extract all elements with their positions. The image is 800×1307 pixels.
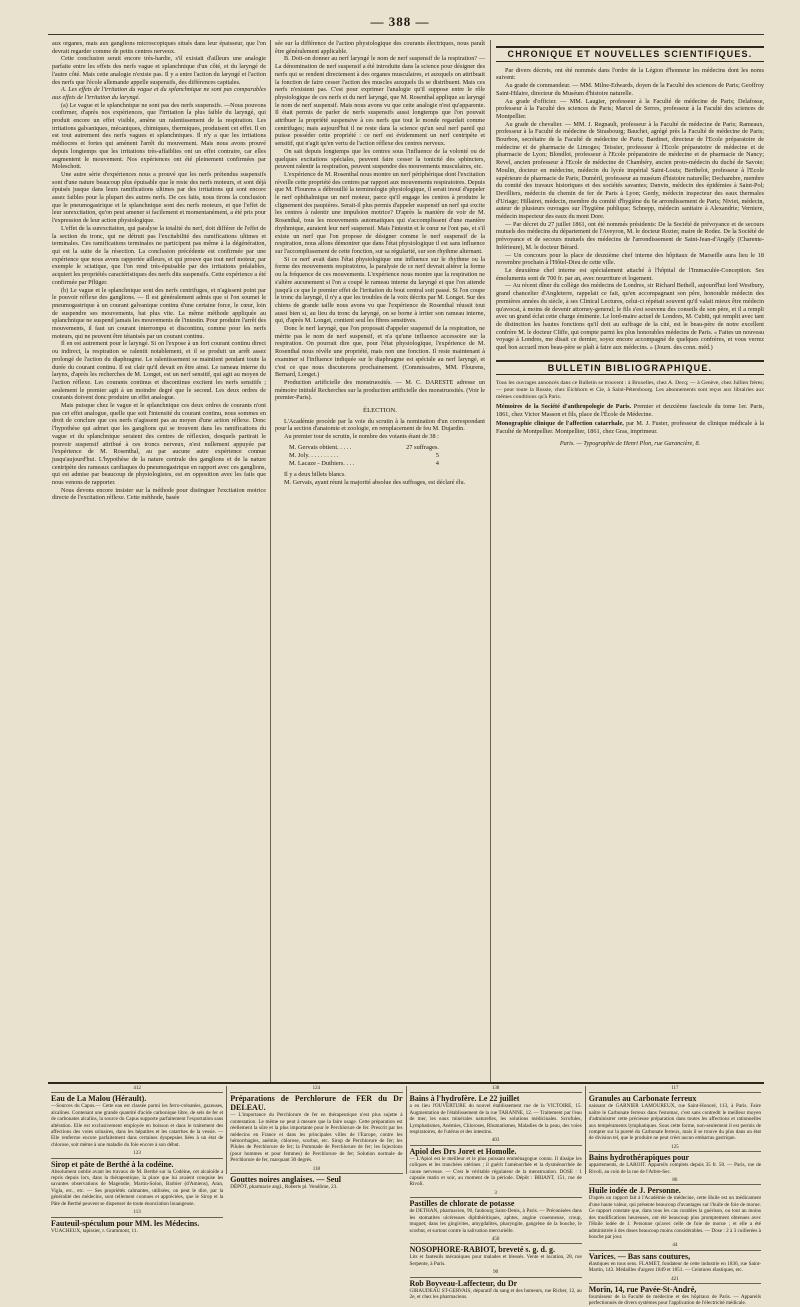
ad-text: VUACHEUX, tapissier, r. Grammont, 11.: [51, 1227, 138, 1234]
ad-number: 3: [410, 1191, 582, 1198]
ad-number: 124: [230, 1086, 402, 1093]
paragraph: — Un concours pour la place de deuxième chef interne des hôpitaux de Marseille aura lieu le 18 novembre prochain à l'Hôtel-Dieu de cette ville.: [496, 251, 764, 267]
paragraph: On sait depuis longtemps que les centres sous l'influence de la volonté ou de quelques excitations spéciales, peuvent faire cesser la tonicité des sphincters, peuvent ralentir la respiration, peuvent suspendre des mouvements musculaires, etc.: [275, 147, 485, 171]
paragraph: — Par décret du 27 juillet 1861, ont été nommés présidents: De la Société de prévoyance et de secours mutuels des médecins du département de l'Aveyron, M. le docteur Rozier, maire de Rodez. De la Société de prévoyance et de secours mutuels des médecins de l'arrondissement de Saint-Jean-d'Angély (Charente-Inférieure), M. le docteur Bérard.: [496, 220, 764, 251]
ad-block: [51, 1219, 223, 1234]
ad-title: Bains à l'hydrofère. Le 22 juillet: [409, 1094, 520, 1104]
ad-text: a eu lieu l'OUVERTURE du nouvel établissement rue de la VICTOIRE, 15. Augmentation de l'établissement de la rue TARANNE, 12. — Traitement par l'eau de mer, les eaux minérales naturelles, les solutions médicinales. Scrofules, Lymphatismes, Anémies, Chloroses, Rhumatismes, Maladies de la peau, des voies respiratoires, de l'utérus et des intestins.: [409, 1103, 582, 1136]
ad-title: Huile iodée de J. Personne.: [588, 1186, 681, 1196]
ad-number: 118: [230, 1167, 402, 1174]
ad-text: GIRAUDEAU ST-GERVAIS, dépuratif du sang et des humeurs, rue Richer, 12, au 2e, et chez les pharmaciens.: [409, 1287, 582, 1300]
ad-title: Eau de La Malou (Hérault).: [51, 1094, 147, 1104]
ad-block: [410, 1094, 582, 1135]
ad-text: Lits et fauteuils mécaniques pour malades et blessés. Vente et location, 28, rue Serpente, à Paris.: [409, 1254, 582, 1267]
ad-block: [589, 1094, 761, 1141]
column-middle: [275, 40, 485, 1082]
ad-number: 403: [410, 1138, 582, 1145]
bibliography-item: [496, 420, 764, 435]
ad-text: Absolument oublié avant les travaux de M. Berthé sur la Codéine, cet alcaloïde a repris depuis lors, dans la thérapeutique, la place que lui avaient conquise les savantes observations de Magendie, Martin-Solon, Barbier (d'Amiens), Aran, Vigla, etc., etc. — Ses propriétés calmantes, utilisées, on peut le dire, par la généralité des médecins, sont tellement connues et appréciées, que le Sirop et la Pâte de Berthé peuvent se dispenser de toute énonciation louangeuse.: [51, 1168, 224, 1207]
ad-block: [230, 1094, 402, 1163]
paragraph: Au grade de chevalier. — MM. J. Regnault, professeur à la Faculté de médecine de Paris; Rameaux, professeur à la Faculté de médecine de Strasbourg; Bauchet, agrégé près la Faculté de médecine de Paris; Bourbon, secrétaire de la Faculté de médecine de Paris; Bardinet, directeur de l'Ecole préparatoire de médecine et de pharmacie de Limoges; Teissier, professeur à l'Ecole préparatoire de médecine et de pharmacie de Lyon; Blondlot, professeur à l'Ecole préparatoire de médecine et de pharmacie de Nancy; Revel, ancien professeur à l'Ecole de médecine de Chambéry, ancien proto-médecin du duché de Savoie; Moulin, docteur en médecine, médecin du lycée impérial Saint-Louis; Berthelot, professeur à l'Ecole supérieure de pharmacie de Paris; Duméril, professeur au muséum d'histoire naturelle; Dechambre, membre du comité des travaux historiques et des sociétés savantes; Danvin, médecin des épidémies à Saint-Pol; Devilliers, médecin du chemin de fer de Paris à Lyon; Gerdy, médecin inspecteur des eaux thermales d'Uriage; Hillairet, médecin, membre du comité d'hygiène du 6e arrondissement de Paris; Niviet, médecin, auteur de plusieurs ouvrages sur l'hygiène publique; Schnepp, médecin sanitaire à Alexandrie; Verniere, médecin inspecteur des eaux du mont Dore.: [496, 120, 764, 221]
paragraph: (b) Le vague et le splanchnique sont des nerfs centrifuges, et n'agissent point par le pouvoir réflexe des ganglions. — Il est généralement admis que si l'on soumet le pneumogastrique à un courant galvanique continu d'une certaine force, le cœur, loin de suspendre ses mouvements, bat plus vite. La même méthode appliquée au splanchnique ne suspend jamais les mouvements de l'intestin. Pour produire l'arrêt des mouvements, il faut un courant interrompu et discontinu, comme pour les nerfs moteurs, qui ne peuvent être tétanisés par un courant continu.: [52, 286, 266, 340]
paragraph: Cette conclusion serait encore très-hardie, s'il existait d'ailleurs une analogie parfaite entre les effets des nerfs vague et splanchnique d'un côté, et du laryngé de l'autre côté. Mais cette analogie n'existe pas. Il y a entre l'action du laryngé et l'action des nerfs que l'école allemande appelle suspensifs, des différences capitales.: [52, 55, 266, 86]
advertisements: [48, 1086, 764, 1307]
bibliography-intro: Tous les ouvrages annoncés dans ce Bulletin se trouvent : à Bruxelles, chez A. Decq; — à Genève, chez Jullien frères; — pour toute la Russie, chez Eichhorn et Cie, à Saint-Pétersbourg. Les abonnements sont reçus aux librairies aux mêmes conditions qu'à Paris.: [496, 380, 764, 401]
ad-title: Fauteuil-spéculum pour MM. les Médecins.: [51, 1218, 200, 1228]
paragraph: B. Doit-on donner au nerf laryngé le nom de nerf suspensif de la respiration? — La dénomination de nerf suspensif a été introduite dans la science pour désigner des nerfs qui se rendent directement à des organes musculaires, et auxquels on attribuait la fonction de faire cesser l'action des muscles auxquels ils se distribuent. Mais ces nerfs n'existent pas. C'est pour exprimer l'analogie qu'il suppose entre le rôle physiologique de ces nerfs et du nerf laryngé, que M. Rosenthal applique au laryngé le nom de nerf suspensif. Mais nous avons vu que cette analogie n'est qu'apparente. Il était permis de parler de nerfs suspensifs aussi longtemps que l'on pouvait attribuer la propriété suspensive à ces nerfs que tout le monde regardait comme centrifuges; mais aujourd'hui il ne reste dans la science qu'un seul nerf pareil qui puisse posséder cette propriété : ce nerf est évidemment un nerf centripète et sensitif, qui n'agit qu'en vertu de l'action réflexe des centres nerveux.: [275, 55, 485, 148]
bibliography-text: par M. J. Fuster, professeur de clinique médicale à la Faculté de Montpellier. Montpellier, 1861, chez Gras, imprimeur.: [496, 420, 765, 435]
paragraph: L'Académie procède par la voie du scrutin à la nomination d'un correspondant pour la section d'anatomie et zoologie, en remplacement de feu M. Dujardin.: [275, 417, 485, 433]
vote-candidate: M. Lacaze - Duthiers. . . .: [289, 459, 355, 467]
paragraph: Nous devons encore insister sur la méthode pour distinguer l'excitation motrice directe de l'excitation réflexe. Cette méthode, basée: [52, 486, 266, 502]
ad-text: élastiques en tous sens. FLAMET, fondateur de cette industrie en 1836, rue Saint-Martin, 143. Médailles d'argent 1849 et 1851. — Ceintures élastiques, etc.: [588, 1260, 761, 1274]
ad-text: —Sources du Capus.— Cette eau est classée parmi les ferro-crénatées, gazeuses, alcalines. Contenant une grande quantité d'acide carbonique libre, de sels de fer et de carbonates alcalins, la source du Capus supporte parfaitement l'exportation sans altération. Elle est exclusivement employée en boisson et dans le traitement des affections des voies urinaires, dans les hépatites et les catarrhes de la vessie. — Elle renferme encore parfaitement dans certaines dyspepsies liées à un état de chlorose, soit même à une maladie du foie encore à son début.: [51, 1103, 224, 1148]
paragraph: Mais puisque chez le vague et le splanchnique ces deux ordres de courants n'ont pas cet effet analogue, quelle que soit l'intensité du courant continu, nous sommes en droit de conclure que ces nerfs n'agissent pas au moyen d'une action réflexe. Donc l'hypothèse qui admet que les ganglions qui se trouvent dans les ramifications du vague et du splanchnique seraient des centres de réflexion, desquels partirait le pouvoir suspensif attribué à ces troncs nerveux, n'est nullement appuyée par l'expérience de M. Rosenthal, au par aucune autre expérience connue jusqu'aujourd'hui. L'hypothèse de la nature centrale des ganglions et de la nature centripète des rameaux cardiaques du pneumogastrique en rapport avec ces ganglions, qui est admise par beaucoup de physiologistes, est en opposition avec les faits que nous venons de rapporter.: [52, 402, 266, 487]
ad-text: DÉPÔT, pharmacie angl., Roberts pl. Vendôme, 23.: [230, 1184, 338, 1191]
ad-number: 117: [589, 1086, 761, 1093]
ad-number: 138: [410, 1086, 582, 1093]
paragraph: aux organes, mais aux ganglions microscopiques situés dans leur épaisseur, que l'on devrait regarder comme de petits centres nerveux.: [52, 40, 266, 55]
paragraph: Par divers décrets, ont été nommés dans l'ordre de la Légion d'honneur les médecins dont les noms suivent:: [496, 66, 764, 82]
ad-number: 113: [51, 1210, 223, 1217]
ad-column: [48, 1086, 227, 1234]
bibliography-title: Monographie clinique de l'affection catarrhale,: [496, 420, 624, 428]
chronicle-header: CHRONIQUE ET NOUVELLES SCIENTIFIQUES.: [496, 46, 764, 62]
bibliography-header: BULLETIN BIBLIOGRAPHIQUE.: [496, 360, 764, 376]
paragraph: Une autre série d'expériences nous a prouvé que les nerfs prétendus suspensifs sont d'une nature beaucoup plus épuisable que le reste des nerfs moteurs, et sont déjà épuisés jusque dans leurs ramifications ultimes par des irritations qui sont encore assez faibles pour la plupart des autres nerfs. De ces faits, nous tirons la conclusion que le pneumogastrique et le splanchnique sont des nerfs moteurs, et que l'effet de leur surexcitation, qu'on peut amener si facilement et momentanément, a été pris pour l'expression de leur action physiologique.: [52, 170, 266, 225]
vote-row: [289, 444, 439, 452]
bibliography-title: Mémoires de la Société d'anthropologie de Paris.: [496, 402, 632, 410]
ad-block: [410, 1279, 582, 1301]
vote-table: [289, 444, 485, 468]
ad-block: [589, 1186, 761, 1240]
paragraph: L'effet de la surexcitation, qui paralyse la totalité du nerf, doit différer de l'effet de la section du tronc, qui ne détruit pas l'excitabilité des ramifications ultimes et terminales. Ces ramifications terminales ne participent pas même à la dégénération, qui est la suite de la résection. La conclusion précédente est confirmée par une expérience que nous avons rapportée ailleurs, et qui prouve que tout nerf moteur, par exemple le sciatique, que l'on rend très-épuisable par des irritations préalables, acquiert les propriétés caractéristiques des nerfs dits suspensifs. Cette expérience a été confirmée par Pflüger.: [52, 224, 266, 286]
column-divider: [270, 40, 271, 1082]
paragraph: Au premier tour de scrutin, le nombre des votants étant de 38 :: [284, 433, 439, 441]
vote-candidate: M. Gervais obtient. . . . .: [289, 443, 352, 451]
paragraph: M. Gervais, ayant réuni la majorité absolue des suffrages, est déclaré élu.: [284, 478, 466, 486]
ad-number: 412: [51, 1086, 223, 1093]
paragraph: Il y a deux billets blancs.: [284, 470, 346, 478]
column-left: [52, 40, 266, 1082]
ad-text: — L'Apiol est le meilleur et le plus puissant emménagogue connu. Il dissipe les coliques et les tranchées utérines ; il guérit l'aménorrhée et la dysménorrhée de cause nerveuse. — C'est le véritable régulateur de la menstruation. DOSE : 1 capsule matin et soir, au moment de la période. Dépôt : BRIANT, 151, rue de Rivoli.: [409, 1155, 582, 1188]
column-divider: [490, 40, 491, 1082]
ad-column: [407, 1086, 586, 1300]
column-right: [496, 40, 764, 1082]
ad-block: [589, 1285, 761, 1307]
ad-title: Sirop et pâte de Berthé à la codéine.: [51, 1159, 174, 1169]
ad-column: [227, 1086, 406, 1191]
ad-block: [410, 1147, 582, 1188]
vote-row: [289, 460, 439, 468]
paragraph: Au grade d'officier. — MM. Laugier, professeur à la Faculté de médecine de Paris; Delafosse, professeur à la Faculté des sciences de Paris; Marcel de Serres, professeur à la Faculté des sciences de Montpellier.: [496, 97, 764, 120]
bibliography-text: Premier et deuxième fascicule du tome 1er. Paris, 1861, chez Victor Masson et fils, place de l'École de Médecine.: [496, 402, 764, 418]
ad-block: [589, 1153, 761, 1175]
ad-title: Gouttes noires anglaises. — Seul: [230, 1175, 341, 1185]
ad-title: Apiol des Drs Joret et Homolle.: [409, 1146, 517, 1156]
vote-count: 5: [435, 451, 439, 459]
ad-title: Morin, 14, rue Pavée-St-André,: [588, 1284, 697, 1294]
ad-text: de DETHAN, pharmacien, 90, faubourg Saint-Denis, à Paris. — Préconisées dans les stomatites ulcéreuses diphthéritiques, aphtes, angine couenneuse, croup, muguet; dans les gingivites, amygdalites, pharyngite, gangrène de la bouche, le scorbut, et surtout contre la salivation mercurielle.: [409, 1208, 582, 1234]
ad-number: 44: [589, 1243, 761, 1250]
paragraph: Si ce nerf avait dans l'état physiologique une influence sur le rhythme ou la forme des mouvements respiratoires, la paralysie de ce nerf devrait altérer la forme ou la fréquence de ces mouvements. L'expérience nous montre que la respiration ne s'altère aucunement si l'on a coupé le rameau interne du laryngé et que l'on attende jusqu'à ce que le premier effet de l'irritation du bout central soit passé. Si l'on coupe le tronc du laryngé, il n'y a que les troubles de la voix décrits par M. Longet. Sur des chiens de grande taille nous avons vu que l'expérience de Rosenthal réussit tout aussi bien si, au lieu du tronc du laryngé, on se borne à irriter son rameau interne, qui, d'après M. Longet, contient seul les fibres sensitives.: [275, 255, 485, 325]
ad-number: 421: [589, 1277, 761, 1284]
vote-row: [289, 452, 439, 460]
ad-block: [230, 1175, 402, 1190]
vote-count: 4: [435, 459, 439, 467]
paragraph: (a) Le vague et le splanchnique ne sont pas des nerfs suspensifs. —Nous pouvons confirmer, d'après nos expériences, que l'irritation la plus faible du laryngé, qui produit encore un effet visible, amène un ralentissement de la respiration. Les irritations galvaniques, mécaniques, chimiques, thermiques, produisent cet effet. Il en est tout autrement des nerfs vagues et splanchniques. Il n'y a que les irritations médiocres et fortes qui amènent l'arrêt du mouvement. Mais nous avons prouvé depuis longtemps que les irritations très-affaiblies ont un effet contraire, car elles augmentent le mouvement. Nos expériences ont été pleinement confirmées par Moleschott.: [52, 101, 266, 171]
ad-number: 450: [410, 1237, 582, 1244]
ad-block: [589, 1252, 761, 1274]
paragraph: sée sur la différence de l'action physiologique des courants électriques, nous paraît être généralement applicable.: [275, 40, 485, 55]
ad-column: [586, 1086, 764, 1307]
ad-text: appartements, de LAROIT. Appareils complets depuis 35 fr. 50. — Paris, rue de Rivoli, au coin de la rue de l'Arbre-Sec.: [588, 1162, 761, 1175]
paragraph: Il en est autrement pour le laryngé. Si on l'expose à un fort courant continu direct ou indirect, la respiration se ralentit notablement, et il se produit un arrêt assez prolongé de l'action du diaphragme. Le ralentissement se maintient pendant toute la durée du courant continu. Il est clair qu'il devait en être ainsi. Le rameau interne du larynx, d'après les recherches de M. Longet, est un nerf sensitif, qui agit au moyen de l'action réflexe. Les courants continus et discontinus excitent les nerfs sensitifs ; seulement le premier agit à un moindre degré que le second. Les deux ordres de courants doivent donc produire un effet analogue.: [52, 340, 266, 402]
ad-title: Pastilles de chlorate de potasse: [409, 1199, 515, 1209]
paragraph: L'expérience de M. Rosenthal nous montre un nerf périphérique dont l'excitation réveille cette propriété des centres par rapport aux mouvements respiratoires. Depuis que M. Flourens a débrouillé la terminologie physiologique, il serait inouï d'appeler le nerf ophthalmique un nerf moteur, parce qu'il engage les centres à produire le clignement des paupières. Serait-il plus permis d'appeler suspensif un nerf qui excite les centres à ralentir une impulsion motrice? D'après la manière de voir de M. Rosenthal, tous les mouvements automatiques qui s'accomplissent d'une manière rhythmique, auraient leur nerf suspensif. Mais l'intestin et le cœur ne l'ont pas, et s'il existe un nerf que l'on propose de désigner comme le nerf suspensif de la respiration, nous allons démontrer que dans l'état physiologique il est sans influence sur l'accomplissement de cette fonction, sur sa régularité, sur son rhythme alternant.: [275, 170, 485, 255]
paragraph: Production artificielle des monstruosités. — M. C. DARESTE adresse un mémoire intitulé Recherches sur la production artificielle des monstruosités. (Voir le premier-Paris).: [275, 378, 485, 402]
paragraph: Au grade de commandeur. — MM. Milne-Edwards, doyen de la Faculté des sciences de Paris; Geoffroy Saint-Hilaire, directeur du Muséum d'histoire naturelle.: [496, 82, 764, 97]
vote-candidate: M. Joly. . . . . . . . . .: [289, 451, 339, 459]
paragraph: Le deuxième chef interne est spécialement attaché à l'hôpital de l'Immaculée-Conception. Ses émoluments sont de 700 fr. par an, avec nourriture et logement.: [496, 266, 764, 282]
ad-title: Granules au Carbonate ferreux: [588, 1094, 697, 1104]
ad-number: 123: [51, 1151, 223, 1158]
election-heading: ÉLECTION.: [363, 407, 397, 415]
ad-number: 90: [410, 1270, 582, 1277]
ad-title: Rob Boyveau-Laffecteur, du Dr: [409, 1278, 518, 1288]
ad-block: [410, 1199, 582, 1234]
ads-rule: [48, 1082, 764, 1084]
ad-text: D'après un rapport fait à l'Académie de médecine, cette Huile est un médicament d'une haute valeur, qui présente beaucoup d'avantages sur l'huile de foie de morue. Ce rapport constate que, dans tous les cas curables la guérison, ou tout au moins des modifications heureuses, ont été beaucoup plus promptement obtenues avec l'Huile iodée de J. Personne qu'avec celle de foie de morue ; et elle a été administrée à des doses beaucoup moins considérables. — Dose : 2 à 3 cuillerées à bouche par jour.: [588, 1195, 761, 1240]
printer-imprint: Paris. — Typographie de Henri Plon, rue Garancière, 8.: [559, 439, 701, 447]
ad-block: [51, 1094, 223, 1148]
paragraph: — Au récent dîner du collège des médecins de Londres, sir Richard Bethell, aujourd'hui lord Westbury, grand chancelier d'Angleterre, rappelait ce fait, qu'en accompagnant son père, honorable médecin des premières années du siècle, à ses Clinical Lectures, celui-ci répétait souvent qu'il valait mieux être médecin qu'avocat, à moins de devenir attorney-general; le fils s'est souvenu des conseils de son père, et il a rempli avec un grand éclat cette charge éminente. Le lord-maire actuel de Londres, M. Cubitt, qui remplit avec tant de distinction les hautes fonctions qu'il doit au suffrage de la cité, est le beau-père de notre excellent confrère M. le docteur Cliffe, qui compte parmi les plus honorables médecins de Paris. « Faites un nouveau voyage à Londres, me disait ce dernier, soyez encore accompagné de quelques confrères, et vous verrez quel bon accueil mon beau-père se plaît à faire aux médecins. » (Journ. des conn. méd.): [496, 282, 764, 352]
ad-title: Varices. — Bas sans coutures,: [588, 1251, 691, 1261]
ad-title: Préparations de Perchlorure de FER du Dr DELEAU.: [230, 1094, 403, 1113]
bibliography-item: [496, 403, 764, 418]
ad-block: [51, 1160, 223, 1207]
paragraph: Donc le nerf laryngé, que l'on proposait d'appeler suspensif de la respiration, ne mérite pas le nom de nerf suspensif, et n'a qu'une influence accessoire sur la respiration. On pourrait dire que, pour l'état physiologique, l'expérience de M. Rosenthal nous révèle une propriété, mais non une fonction. Il reste maintenant à examiner si l'influence indiquée sur le diaphragme est spéciale au nerf laryngé, et c'est ce que nous discuterons prochainement. (Commissaires, MM. Flourens, Bernard, Longet.): [275, 325, 485, 379]
page-number: — 388 —: [370, 14, 430, 29]
vote-count: 27 suffrages.: [406, 443, 439, 451]
ad-title: Bains hydrothérapiques pour: [588, 1153, 690, 1163]
section-subheading: A. Les effets de l'irritation du vague et du splanchnique ne sont pas comparables aux effets de l'irritation du laryngé.: [52, 86, 266, 101]
ad-number: 125: [589, 1145, 761, 1152]
ad-title: NOSOPHORE-RABIOT, breveté s. g. d. g.: [409, 1245, 555, 1255]
ad-text: — L'importance du Perchlorure de fer en thérapeutique n'est plus sujette à contestation. Le même ne peut à mesure que la faire usage. Cette préparation est réellement la sûre et la plus importante pour le Perchlorure de fer. Prescrit par les médecins en France et dans les principales villes de l'Europe, contre les hémorrhagies, anémie, chlorose, scorbut, etc. Sirop de Perchlorure de fer; les Pilules de Perchlorure de fer; la Pommade de Perchlorure de fer; les Injections (pour hommes et pour femmes) de Perchlorure de fer; Solution normale de Perchlorure de fer, marquant 30 degrés.: [230, 1112, 403, 1164]
ad-text: naissant de GARNIER LAMOUREUX, rue Saint-Honoré, 113, à Paris. Faire naître le Carbonate ferreux dans l'estomac, c'est sans contredit le meilleur moyen d'administrer cette précieuse préparation dans toutes les affections et rationnelles aux tempéraments lymphatiques. Sous cette forme, non-seulement il est permis de compter sur la pureté du Carbonate ferreux, mais il se trouve du plus dans un état de division tel, que le produire ne peut créer aucun embarras gastrique.: [588, 1103, 761, 1142]
ad-number: 86: [589, 1178, 761, 1185]
ad-block: [410, 1245, 582, 1267]
ad-text: fournisseur de la Faculté de médecine et des hôpitaux de Paris. — Appareils perfectionnés de divers systèmes pour l'application de l'électricité médicale.: [588, 1293, 761, 1307]
top-rule: [48, 34, 764, 35]
